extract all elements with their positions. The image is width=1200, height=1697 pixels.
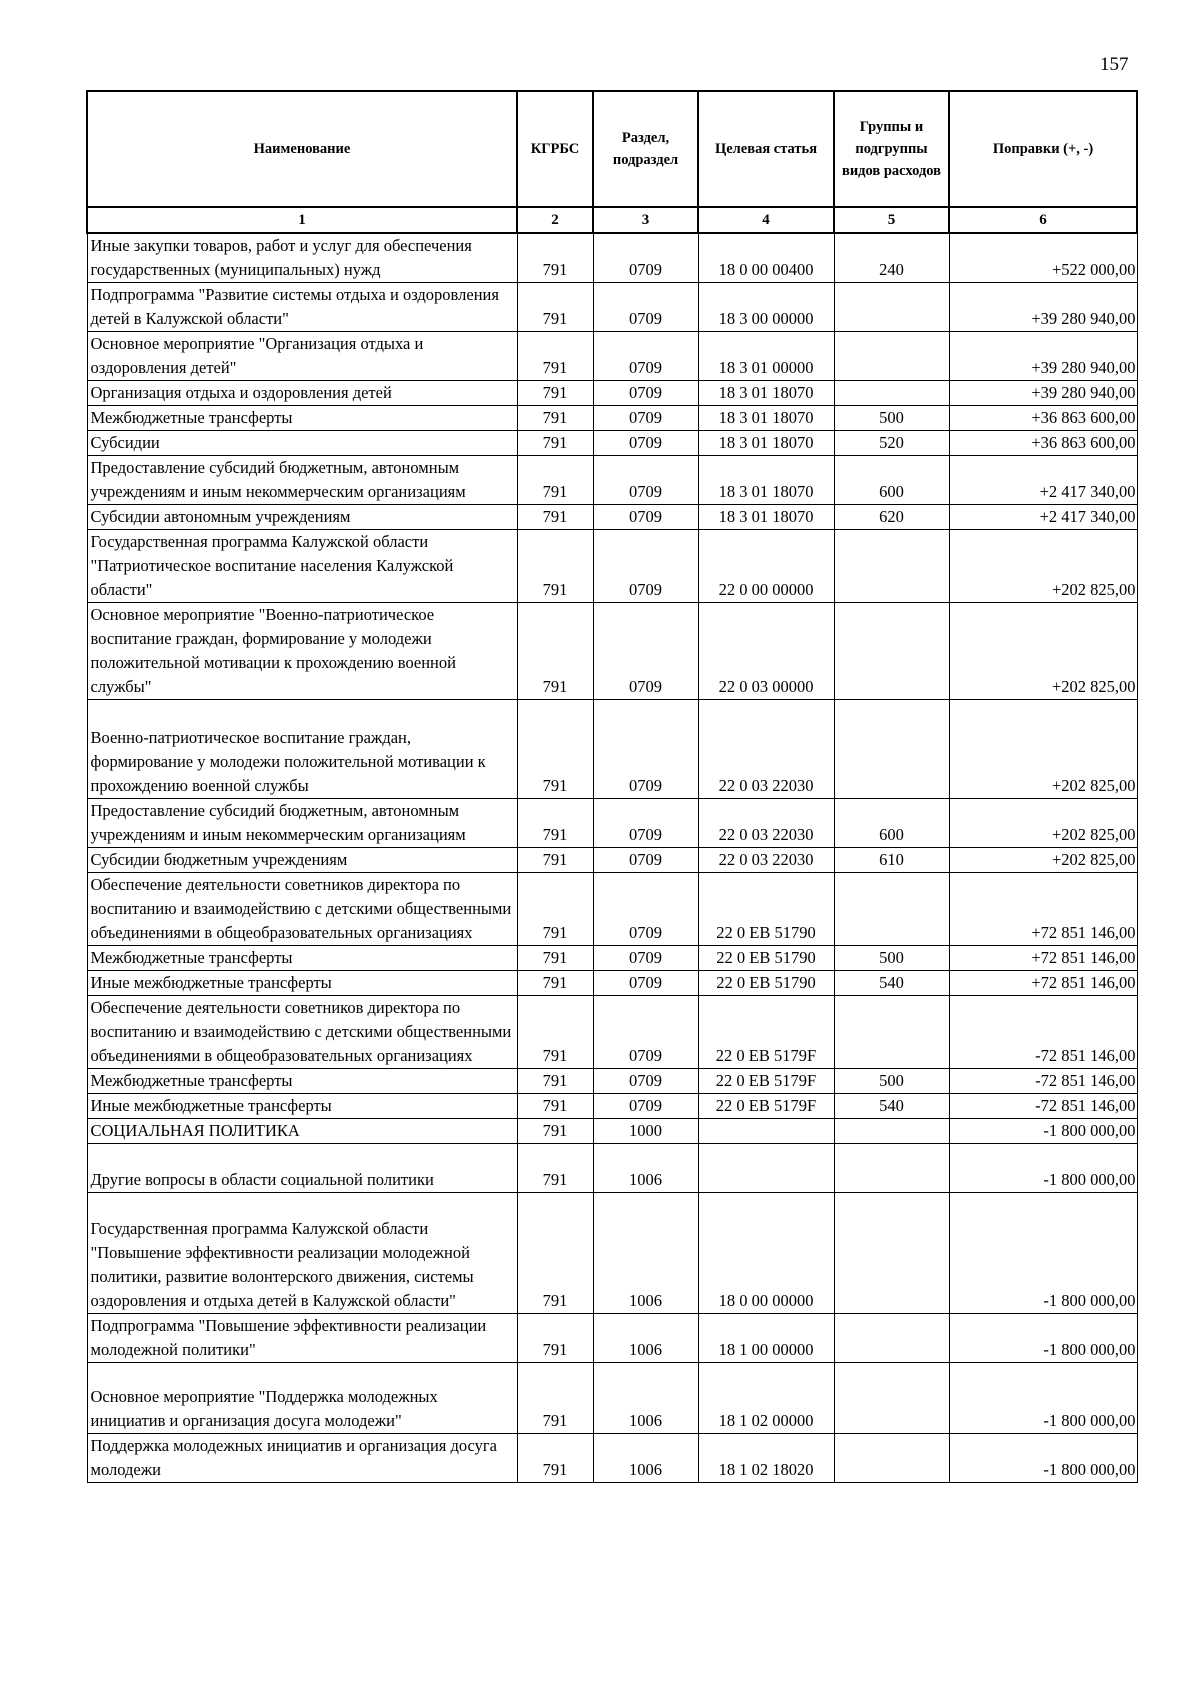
- row-celevaya: [698, 1119, 834, 1144]
- row-razdel: 1006: [593, 1363, 698, 1434]
- row-name: Государственная программа Калужской области "Повышение эффективности реализации молодежной политики, развитие волонтерского движения, системы оздоровления и отдыха детей в Калужской области": [87, 1193, 517, 1314]
- row-kgrbs: 791: [517, 1314, 593, 1363]
- table-row: [87, 848, 1137, 873]
- row-celevaya: 22 0 03 22030: [698, 799, 834, 848]
- row-kgrbs: 791: [517, 505, 593, 530]
- row-vid: 500: [834, 946, 949, 971]
- row-celevaya: 22 0 EB 5179F: [698, 1094, 834, 1119]
- row-razdel: 0709: [593, 283, 698, 332]
- row-name: Основное мероприятие "Поддержка молодежных инициатив и организация досуга молодежи": [87, 1363, 517, 1434]
- page-number: 157: [1100, 54, 1129, 75]
- row-vid: 240: [834, 233, 949, 283]
- row-vid: [834, 603, 949, 700]
- row-kgrbs: 791: [517, 1069, 593, 1094]
- row-name: Межбюджетные трансферты: [87, 1069, 517, 1094]
- row-amount: +36 863 600,00: [949, 406, 1137, 431]
- row-vid: [834, 530, 949, 603]
- row-amount: +2 417 340,00: [949, 456, 1137, 505]
- row-amount: +202 825,00: [949, 603, 1137, 700]
- table-row: [87, 996, 1137, 1069]
- row-kgrbs: 791: [517, 530, 593, 603]
- column-number-row: [87, 207, 1137, 233]
- table-row: [87, 700, 1137, 799]
- row-amount: -72 851 146,00: [949, 1069, 1137, 1094]
- row-amount: +72 851 146,00: [949, 873, 1137, 946]
- row-celevaya: 22 0 EB 51790: [698, 971, 834, 996]
- table-row: [87, 456, 1137, 505]
- row-name: СОЦИАЛЬНАЯ ПОЛИТИКА: [87, 1119, 517, 1144]
- row-name: Поддержка молодежных инициатив и организация досуга молодежи: [87, 1434, 517, 1483]
- table-row: [87, 1314, 1137, 1363]
- row-celevaya: 22 0 00 00000: [698, 530, 834, 603]
- row-razdel: 0709: [593, 456, 698, 505]
- row-kgrbs: 791: [517, 799, 593, 848]
- row-celevaya: 18 3 01 18070: [698, 456, 834, 505]
- row-kgrbs: 791: [517, 873, 593, 946]
- header-kgrbs: КГРБС: [517, 91, 593, 207]
- row-name: Обеспечение деятельности советников директора по воспитанию и взаимодействию с детскими общественными объединениями в общеобразовательных организациях: [87, 873, 517, 946]
- row-vid: [834, 700, 949, 799]
- row-razdel: 0709: [593, 971, 698, 996]
- row-celevaya: 18 0 00 00400: [698, 233, 834, 283]
- row-razdel: 1006: [593, 1144, 698, 1193]
- column-number: 5: [834, 207, 949, 233]
- row-name: Основное мероприятие "Организация отдыха и оздоровления детей": [87, 332, 517, 381]
- row-kgrbs: 791: [517, 1094, 593, 1119]
- row-razdel: 0709: [593, 431, 698, 456]
- row-amount: +522 000,00: [949, 233, 1137, 283]
- row-vid: 600: [834, 456, 949, 505]
- row-vid: [834, 381, 949, 406]
- row-razdel: 0709: [593, 505, 698, 530]
- row-name: Подпрограмма "Развитие системы отдыха и оздоровления детей в Калужской области": [87, 283, 517, 332]
- row-amount: +202 825,00: [949, 700, 1137, 799]
- table-row: [87, 799, 1137, 848]
- row-kgrbs: 791: [517, 1363, 593, 1434]
- table-row: [87, 1069, 1137, 1094]
- column-number: 2: [517, 207, 593, 233]
- row-kgrbs: 791: [517, 996, 593, 1069]
- row-vid: [834, 1144, 949, 1193]
- table-row: [87, 530, 1137, 603]
- table-row: [87, 1144, 1137, 1193]
- row-razdel: 1006: [593, 1193, 698, 1314]
- row-amount: +39 280 940,00: [949, 381, 1137, 406]
- row-kgrbs: 791: [517, 1119, 593, 1144]
- row-razdel: 0709: [593, 1069, 698, 1094]
- row-vid: [834, 1314, 949, 1363]
- row-name: Другие вопросы в области социальной политики: [87, 1144, 517, 1193]
- column-number: 6: [949, 207, 1137, 233]
- row-amount: -1 800 000,00: [949, 1193, 1137, 1314]
- row-celevaya: 18 3 00 00000: [698, 283, 834, 332]
- row-amount: -1 800 000,00: [949, 1314, 1137, 1363]
- row-celevaya: [698, 1144, 834, 1193]
- table-row: [87, 946, 1137, 971]
- row-celevaya: 22 0 EB 51790: [698, 946, 834, 971]
- row-razdel: 0709: [593, 1094, 698, 1119]
- table-row: [87, 381, 1137, 406]
- table-row: [87, 1119, 1137, 1144]
- row-amount: -1 800 000,00: [949, 1144, 1137, 1193]
- row-kgrbs: 791: [517, 406, 593, 431]
- row-celevaya: 18 0 00 00000: [698, 1193, 834, 1314]
- row-razdel: 1006: [593, 1434, 698, 1483]
- row-vid: 520: [834, 431, 949, 456]
- row-celevaya: 18 3 01 18070: [698, 381, 834, 406]
- row-vid: [834, 332, 949, 381]
- row-celevaya: 18 1 02 00000: [698, 1363, 834, 1434]
- row-amount: +202 825,00: [949, 848, 1137, 873]
- row-kgrbs: 791: [517, 946, 593, 971]
- table-row: [87, 603, 1137, 700]
- table-row: [87, 505, 1137, 530]
- row-vid: 610: [834, 848, 949, 873]
- row-celevaya: 18 1 02 18020: [698, 1434, 834, 1483]
- row-vid: 540: [834, 1094, 949, 1119]
- row-kgrbs: 791: [517, 456, 593, 505]
- row-kgrbs: 791: [517, 848, 593, 873]
- row-kgrbs: 791: [517, 1434, 593, 1483]
- row-razdel: 0709: [593, 996, 698, 1069]
- row-celevaya: 22 0 EB 5179F: [698, 996, 834, 1069]
- row-amount: -1 800 000,00: [949, 1434, 1137, 1483]
- table-row: [87, 1434, 1137, 1483]
- row-amount: +202 825,00: [949, 530, 1137, 603]
- row-razdel: 0709: [593, 873, 698, 946]
- row-name: Подпрограмма "Повышение эффективности реализации молодежной политики": [87, 1314, 517, 1363]
- budget-amendments-table: [86, 90, 1138, 1483]
- row-vid: 500: [834, 406, 949, 431]
- row-name: Организация отдыха и оздоровления детей: [87, 381, 517, 406]
- row-razdel: 0709: [593, 332, 698, 381]
- row-razdel: 0709: [593, 700, 698, 799]
- row-razdel: 1000: [593, 1119, 698, 1144]
- row-kgrbs: 791: [517, 283, 593, 332]
- row-vid: [834, 1119, 949, 1144]
- row-name: Межбюджетные трансферты: [87, 946, 517, 971]
- row-vid: 500: [834, 1069, 949, 1094]
- row-name: Межбюджетные трансферты: [87, 406, 517, 431]
- row-celevaya: 18 3 01 18070: [698, 431, 834, 456]
- row-vid: 600: [834, 799, 949, 848]
- row-kgrbs: 791: [517, 971, 593, 996]
- header-amount: Поправки (+, -): [949, 91, 1137, 207]
- table-row: [87, 1193, 1137, 1314]
- row-razdel: 0709: [593, 603, 698, 700]
- table-row: [87, 1094, 1137, 1119]
- row-celevaya: 22 0 EB 51790: [698, 873, 834, 946]
- row-name: Основное мероприятие "Военно-патриотическое воспитание граждан, формирование у молодежи положительной мотивации к прохождению военной службы": [87, 603, 517, 700]
- table-row: [87, 283, 1137, 332]
- row-vid: [834, 873, 949, 946]
- row-kgrbs: 791: [517, 431, 593, 456]
- table-row: [87, 406, 1137, 431]
- table-row: [87, 1363, 1137, 1434]
- row-kgrbs: 791: [517, 332, 593, 381]
- row-kgrbs: 791: [517, 1193, 593, 1314]
- row-razdel: 0709: [593, 848, 698, 873]
- row-amount: +72 851 146,00: [949, 946, 1137, 971]
- row-celevaya: 18 3 01 00000: [698, 332, 834, 381]
- row-name: Иные межбюджетные трансферты: [87, 971, 517, 996]
- row-vid: 620: [834, 505, 949, 530]
- row-amount: -1 800 000,00: [949, 1363, 1137, 1434]
- row-name: Субсидии бюджетным учреждениям: [87, 848, 517, 873]
- row-kgrbs: 791: [517, 700, 593, 799]
- header-name: Наименование: [87, 91, 517, 207]
- row-kgrbs: 791: [517, 233, 593, 283]
- row-celevaya: 22 0 03 22030: [698, 848, 834, 873]
- header-celevaya: Целевая статья: [698, 91, 834, 207]
- row-name: Субсидии автономным учреждениям: [87, 505, 517, 530]
- row-celevaya: 22 0 03 00000: [698, 603, 834, 700]
- header-row: [87, 91, 1137, 207]
- row-celevaya: 18 3 01 18070: [698, 406, 834, 431]
- row-razdel: 0709: [593, 799, 698, 848]
- row-name: Обеспечение деятельности советников директора по воспитанию и взаимодействию с детскими общественными объединениями в общеобразовательных организациях: [87, 996, 517, 1069]
- row-name: Предоставление субсидий бюджетным, автономным учреждениям и иным некоммерческим организациям: [87, 799, 517, 848]
- header-razdel: Раздел, подраздел: [593, 91, 698, 207]
- row-amount: -72 851 146,00: [949, 996, 1137, 1069]
- row-celevaya: 18 3 01 18070: [698, 505, 834, 530]
- row-amount: +39 280 940,00: [949, 332, 1137, 381]
- row-name: Предоставление субсидий бюджетным, автономным учреждениям и иным некоммерческим организациям: [87, 456, 517, 505]
- row-celevaya: 22 0 EB 5179F: [698, 1069, 834, 1094]
- table-row: [87, 233, 1137, 283]
- row-amount: -1 800 000,00: [949, 1119, 1137, 1144]
- row-amount: +39 280 940,00: [949, 283, 1137, 332]
- row-amount: +72 851 146,00: [949, 971, 1137, 996]
- table-row: [87, 971, 1137, 996]
- row-razdel: 0709: [593, 530, 698, 603]
- row-celevaya: 18 1 00 00000: [698, 1314, 834, 1363]
- table-row: [87, 873, 1137, 946]
- row-kgrbs: 791: [517, 381, 593, 406]
- column-number: 4: [698, 207, 834, 233]
- row-razdel: 0709: [593, 233, 698, 283]
- row-celevaya: 22 0 03 22030: [698, 700, 834, 799]
- row-amount: +202 825,00: [949, 799, 1137, 848]
- row-name: Государственная программа Калужской области "Патриотическое воспитание населения Калужской области": [87, 530, 517, 603]
- row-name: Иные закупки товаров, работ и услуг для обеспечения государственных (муниципальных) нужд: [87, 233, 517, 283]
- row-amount: +36 863 600,00: [949, 431, 1137, 456]
- row-vid: [834, 1434, 949, 1483]
- row-vid: [834, 283, 949, 332]
- row-razdel: 1006: [593, 1314, 698, 1363]
- row-name: Субсидии: [87, 431, 517, 456]
- row-razdel: 0709: [593, 946, 698, 971]
- row-razdel: 0709: [593, 381, 698, 406]
- row-vid: 540: [834, 971, 949, 996]
- row-vid: [834, 1193, 949, 1314]
- row-amount: +2 417 340,00: [949, 505, 1137, 530]
- row-name: Иные межбюджетные трансферты: [87, 1094, 517, 1119]
- row-vid: [834, 996, 949, 1069]
- row-vid: [834, 1363, 949, 1434]
- row-kgrbs: 791: [517, 1144, 593, 1193]
- row-kgrbs: 791: [517, 603, 593, 700]
- column-number: 3: [593, 207, 698, 233]
- table-row: [87, 332, 1137, 381]
- table-row: [87, 431, 1137, 456]
- row-amount: -72 851 146,00: [949, 1094, 1137, 1119]
- row-razdel: 0709: [593, 406, 698, 431]
- header-vid: Группы и подгруппы видов расходов: [834, 91, 949, 207]
- row-name: Военно-патриотическое воспитание граждан, формирование у молодежи положительной мотивации к прохождению военной службы: [87, 700, 517, 799]
- column-number: 1: [87, 207, 517, 233]
